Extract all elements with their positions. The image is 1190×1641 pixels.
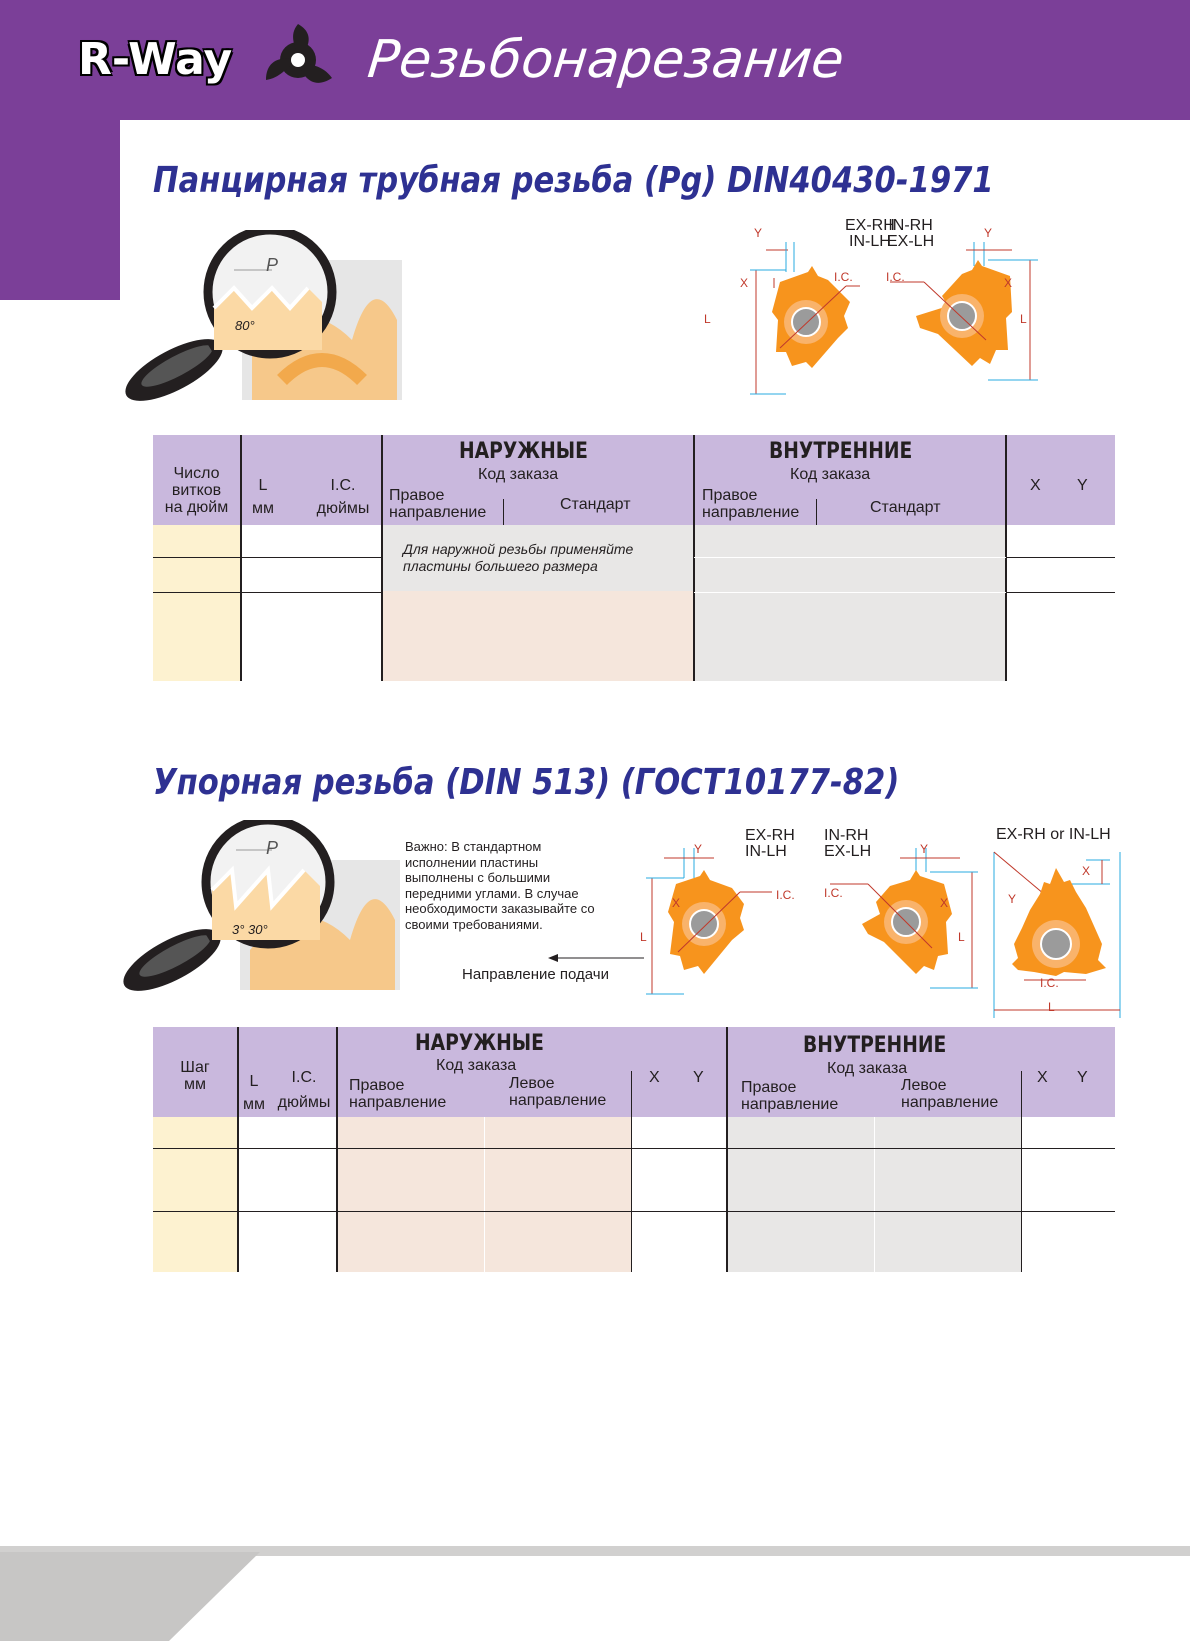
dim-y-label: Y [694,842,703,856]
thread-magnifier-illustration [122,230,402,410]
insert-ex-rh-diagram [644,848,794,998]
dim-l-label: L [1048,1000,1055,1014]
dim-l-label: L [1020,312,1027,326]
dim-ic-label: I.C. [776,888,795,902]
section2-table [153,1027,1115,1272]
dim-l-label: L [640,930,647,944]
x-header: X [1030,477,1041,494]
logo-emblem-icon [258,20,338,100]
ic-header: I.C. дюймы [277,1069,331,1111]
insert1-hand-label: EX-RH IN-LH [745,827,795,860]
l-header: L мм [252,477,274,517]
threads-column [153,525,240,681]
external-right-cell [337,1117,484,1272]
dim-x-label: X [740,276,749,290]
external-right-header: Правое направление [349,1077,447,1111]
footer-corner-shape [0,1552,260,1641]
angle-label: 80° [235,318,255,333]
table-header [153,435,1115,525]
y-header: Y [1077,477,1088,494]
header-title: Резьбонарезание [364,30,847,90]
internal-header: ВНУТРЕННИЕ [769,439,913,464]
dim-l-label: L [958,930,965,944]
external-note: Для наружной резьбы применяйте пластины большего размера [403,541,634,574]
internal-right-header: Правое направление [741,1079,839,1113]
section1-table [153,435,1115,681]
feed-direction-label: Направление подачи [462,966,609,983]
internal-left-cell [874,1117,1021,1272]
header-side-block [0,120,120,300]
dim-y-label: Y [754,226,763,240]
l-header: L мм [243,1073,265,1113]
internal-x-header: X [1037,1069,1048,1086]
external-subheader: Код заказа [478,466,559,483]
insert3-hand-label: EX-RH or IN-LH [996,826,1111,843]
external-std-header: Стандарт [560,496,631,513]
internal-y-header: Y [1077,1069,1088,1086]
dim-l-label: L [704,312,711,326]
important-note: Важно: В стандартном исполнении пластины выполнены с большими передними углами. В случае необходимости заказывайте со своими требованиями. [405,839,595,932]
external-left-header: Левое направление [509,1075,607,1109]
internal-left-header: Левое направление [901,1077,999,1111]
insert2-hand-label: IN-RH EX-LH [824,827,872,860]
internal-header: ВНУТРЕННИЕ [803,1033,947,1058]
feed-arrow-icon [548,952,644,964]
dim-y-label: Y [984,226,993,240]
dim-x-label: X [1004,276,1013,290]
insert-ex-rh-full-profile-diagram [990,848,1124,1018]
external-header: НАРУЖНЫЕ [415,1031,544,1056]
dim-x-label: X [672,896,681,910]
internal-cell [694,525,1006,681]
internal-right-header: Правое направление [702,487,800,521]
insert-ex-rh-diagram [736,242,906,400]
external-left-cell [484,1117,631,1272]
dim-ic-label: I.C. [824,886,843,900]
pitch-label: P [266,255,279,275]
pitch-header: Шаг мм [180,1059,210,1093]
logo: R-Way [78,34,233,85]
internal-subheader: Код заказа [827,1060,908,1077]
angle-label: 3° 30° [232,922,268,937]
insert1-hand-label: EX-RH IN-LH [845,217,895,250]
external-y-header: Y [693,1069,704,1086]
section2-title: Упорная резьба (DIN 513) (ГОСТ10177-82) [153,762,900,803]
internal-subheader: Код заказа [790,466,871,483]
dim-ic-label: I.C. [1040,976,1059,990]
pitch-column [153,1117,237,1272]
external-header: НАРУЖНЫЕ [459,439,588,464]
ic-header: I.C. дюймы [316,477,370,517]
external-right-header: Правое направление [389,487,487,521]
insert-in-rh-diagram [820,848,980,998]
external-subheader: Код заказа [436,1057,517,1074]
buttress-thread-magnifier-illustration [120,820,400,1000]
dim-x-label: X [940,896,949,910]
threads-header: Число витков на дюйм [164,465,229,516]
internal-std-header: Стандарт [870,499,941,516]
pitch-label: P [266,838,279,858]
dim-x-label: X [1082,864,1091,878]
external-cell [382,591,694,681]
dim-y-label: Y [920,842,929,856]
external-x-header: X [649,1069,660,1086]
section1-title: Панцирная трубная резьба (Pg) DIN40430-1971 [153,160,994,201]
dim-ic-label: I.C. [886,270,905,284]
insert2-hand-label: IN-RH EX-LH [887,217,935,250]
dim-y-label: Y [1008,892,1017,906]
internal-right-cell [727,1117,874,1272]
dim-ic-label: I.C. [834,270,853,284]
